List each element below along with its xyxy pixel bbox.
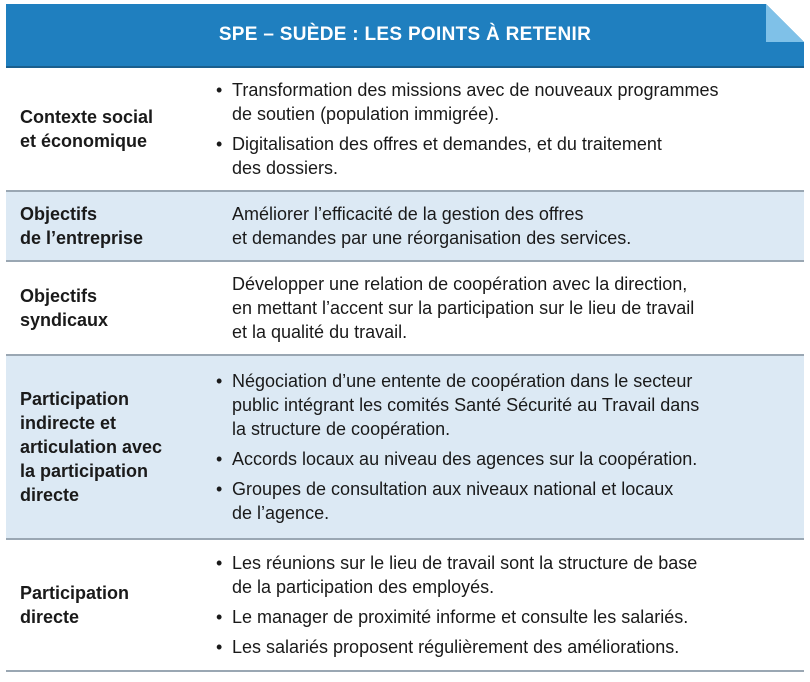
row-label-line: indirecte et	[20, 413, 117, 433]
table-row	[6, 68, 804, 192]
table-row	[6, 262, 804, 356]
bullet-line: • Les salariés proposent régulièrement des améliorations.	[232, 637, 680, 657]
row-label	[6, 192, 202, 260]
bullet-item	[216, 369, 784, 441]
row-label-line: Contexte social	[20, 107, 154, 127]
row-label-line: Participation	[20, 583, 130, 603]
row-label-line: Objectifs	[20, 204, 98, 224]
row-content	[202, 68, 804, 190]
bullet-line: • Le manager de proximité informe et consulte les salariés.	[232, 607, 689, 627]
row-label-line: directe	[20, 485, 80, 505]
table-title: SPE – SUÈDE : LES POINTS À RETENIR	[218, 24, 592, 45]
bullet-item	[216, 132, 784, 180]
row-label-line: Objectifs	[20, 286, 98, 306]
bullet-item	[216, 635, 784, 659]
text-line: et demandes par une réorganisation des services.	[232, 228, 632, 248]
row-label-line: articulation avec	[20, 437, 163, 457]
bullet-line: de la participation des employés.	[232, 577, 495, 597]
bullet-line: de l’agence.	[232, 503, 330, 523]
bullet-line: • Transformation des missions avec de nouveaux programmes	[232, 80, 719, 100]
row-content	[202, 192, 804, 260]
table-row	[6, 356, 804, 540]
bullet-item	[216, 477, 784, 525]
bullet-item	[216, 551, 784, 599]
row-label-line: directe	[20, 607, 80, 627]
row-label-line: et économique	[20, 131, 148, 151]
bullet-line: de soutien (population immigrée).	[232, 104, 500, 124]
row-label-line: Participation	[20, 389, 130, 409]
row-content	[202, 540, 804, 670]
bullet-line: • Digitalisation des offres et demandes, et du traitement	[232, 134, 662, 154]
bullet-line: des dossiers.	[232, 158, 339, 178]
table-row	[6, 192, 804, 262]
row-label-line: syndicaux	[20, 310, 109, 330]
text-line: en mettant l’accent sur la participation sur le lieu de travail	[232, 298, 695, 318]
table-row	[6, 540, 804, 672]
bullet-line: • Groupes de consultation aux niveaux national et locaux	[232, 479, 674, 499]
row-content	[202, 356, 804, 538]
bullet-item	[216, 78, 784, 126]
text-line: Améliorer l’efficacité de la gestion des offres	[232, 204, 584, 224]
bullet-line: public intégrant les comités Santé Sécurité au Travail dans	[232, 395, 700, 415]
text-line: Développer une relation de coopération avec la direction,	[232, 274, 688, 294]
summary-table	[6, 4, 804, 672]
row-label	[6, 68, 202, 190]
text-line: et la qualité du travail.	[232, 322, 408, 342]
folded-corner-icon	[766, 4, 804, 42]
row-label-line: de l’entreprise	[20, 228, 144, 248]
bullet-item	[216, 447, 784, 471]
row-label	[6, 356, 202, 538]
bullet-line: • Accords locaux au niveau des agences sur la coopération.	[232, 449, 698, 469]
table-header	[6, 4, 804, 68]
bullet-line: • Les réunions sur le lieu de travail sont la structure de base	[232, 553, 698, 573]
row-label	[6, 262, 202, 354]
row-label	[6, 540, 202, 670]
row-content	[202, 262, 804, 354]
bullet-item	[216, 605, 784, 629]
bullet-line: • Négociation d’une entente de coopération dans le secteur	[232, 371, 693, 391]
row-label-line: la participation	[20, 461, 149, 481]
bullet-line: la structure de coopération.	[232, 419, 451, 439]
